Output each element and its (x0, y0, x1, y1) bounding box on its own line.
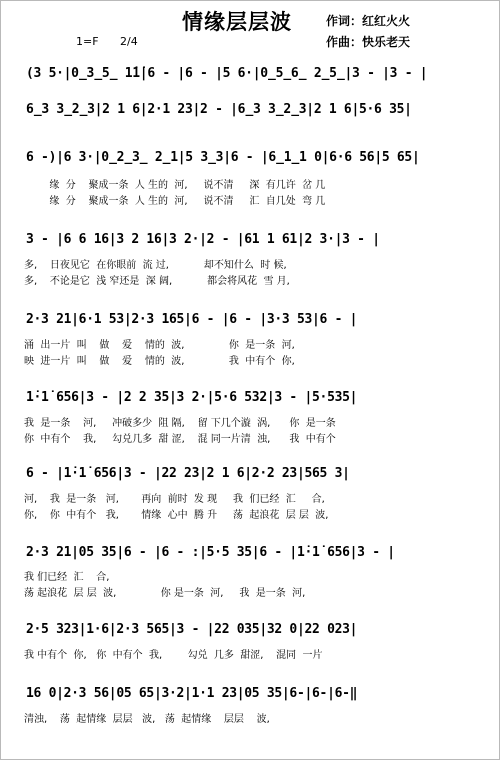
notation-line-8: 2·3 21|05 35|6 - |6 - :|5·5 35|6 - |1̇·1̇ 656|3 - | (26, 545, 395, 560)
notation-line-1: (3 5·|0̲3̲5̲ 1̇1̇|6 - |6 - |5 6·|0̲5̲6̲ 2̲5̲|3 - |3 - | (26, 66, 428, 81)
song-title: 情缘层层波 (182, 10, 292, 34)
lyric-line-4b: 多, 不论是它 浅 窄还是 深 阔, 都会将风花 雪 月, (24, 276, 290, 287)
notation-line-6: 1̇·1̇ 656|3 - |2 2 35|3 2·|5·6 532|3 - |5·535| (26, 390, 358, 405)
lyric-line-6a: 我 是一条 河, 冲破多少 阻 隔, 留 下几个漩 涡, 你 是一条 (24, 418, 336, 429)
notation-line-9: 2·5 323|1·6|2·3 565|3 - |22 035|32 0|22 023| (26, 622, 358, 637)
time-signature: 2/4 (120, 35, 138, 48)
notation-line-4: 3 - |6 6 16|3 2 16|3 2·|2 - |61 1 61|2 3·|3 - | (26, 232, 380, 247)
lyric-line-5a: 涌 出一片 叫 做 爱 情的 波, 你 是一条 河, (24, 340, 295, 351)
lyric-line-6b: 你 中有个 我, 勾兑几多 甜 涩, 混 同一片清 浊, 我 中有个 (24, 434, 336, 445)
lyric-line-3b: 缘 分 聚成一条 人 生的 河, 说不清 汇 自几处 弯 几 (24, 196, 326, 207)
lyric-line-8b: 荡 起浪花 层 层 波, 你 是一条 河, 我 是一条 河, (24, 588, 306, 599)
lyric-line-3a: 缘 分 聚成一条 人 生的 河, 说不清 深 有几许 岔 几 (24, 180, 326, 191)
notation-line-10: 16 0|2·3 56|05 65|3·2|1·1 23|05 35|6-|6-|6-‖ (26, 686, 358, 701)
lyric-line-7b: 你, 你 中有个 我, 情缘 心中 腾 升 荡 起浪花 层 层 波, (24, 510, 329, 521)
lyricist-credit: 作词：红红火火 (326, 14, 411, 28)
lyric-line-5b: 映 进一片 叫 做 爱 情的 波, 我 中有个 你, (24, 356, 295, 367)
key-signature: 1=F (76, 35, 99, 48)
lyric-line-9a: 我 中有个 你, 你 中有个 我, 勾兑 几多 甜涩, 混同 一片 (24, 650, 323, 661)
lyric-line-4a: 多, 日夜见它 在你眼前 流 过, 却不知什么 时 候, (24, 260, 287, 271)
lyric-line-7a: 河, 我 是一条 河, 再向 前时 发 现 我 们已经 汇 合, (24, 494, 325, 505)
notation-line-5: 2·3 21|6·1 53|2·3 165|6 - |6 - |3·3 53|6 - | (26, 312, 358, 327)
lyric-line-8a: 我 们已经 汇 合, (24, 572, 110, 583)
notation-line-3: 6 -)|6 3·|0̲2̲3̲ 2̲1|5 3̲3|6 - |6̲1̲1 0|6·6 56|5 65| (26, 150, 420, 165)
notation-line-7: 6 - |1̇·1̇ 656|3 - |22 23|2 1 6|2·2 23|565 3| (26, 466, 350, 481)
notation-line-2: 6̲3 3̲2̲3|2 1 6|2·1 23|2 - |6̲3 3̲2̲3|2 1 6|5·6 35| (26, 102, 412, 117)
lyric-line-10a: 清浊, 荡 起情缘 层层 波, 荡 起情缘 层层 波, (24, 714, 270, 725)
composer-credit: 作曲：快乐老天 (326, 35, 411, 49)
